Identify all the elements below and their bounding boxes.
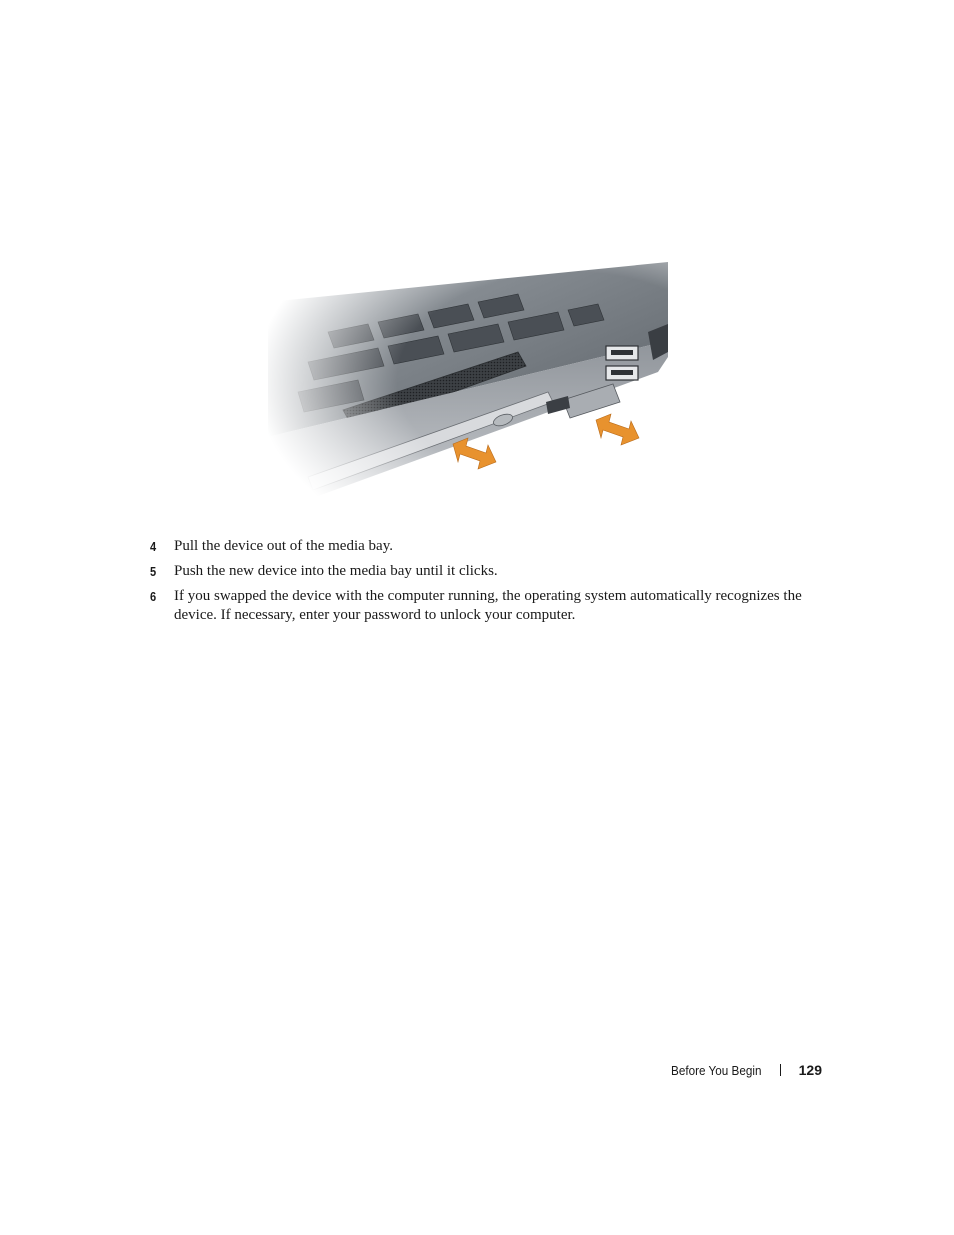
page-number: 129 xyxy=(798,1062,822,1078)
procedure-steps xyxy=(150,537,820,631)
footer-section-title: Before You Begin xyxy=(671,1062,762,1078)
step-item xyxy=(150,537,820,556)
step-number: 6 xyxy=(150,589,157,604)
page-footer xyxy=(661,1062,822,1078)
step-number: 5 xyxy=(150,564,157,579)
step-text: Push the new device into the media bay until it clicks. xyxy=(174,563,498,579)
step-text: If you swapped the device with the computer running, the operating system automatically recognizes the device. If necessary, enter your password to unlock your computer. xyxy=(174,588,802,623)
step-item xyxy=(150,587,820,625)
step-number: 4 xyxy=(150,539,157,554)
step-text: Pull the device out of the media bay. xyxy=(174,538,393,554)
laptop-illustration-svg xyxy=(268,262,688,524)
step-item xyxy=(150,562,820,581)
footer-separator xyxy=(780,1064,781,1076)
laptop-media-bay-illustration xyxy=(268,262,688,524)
